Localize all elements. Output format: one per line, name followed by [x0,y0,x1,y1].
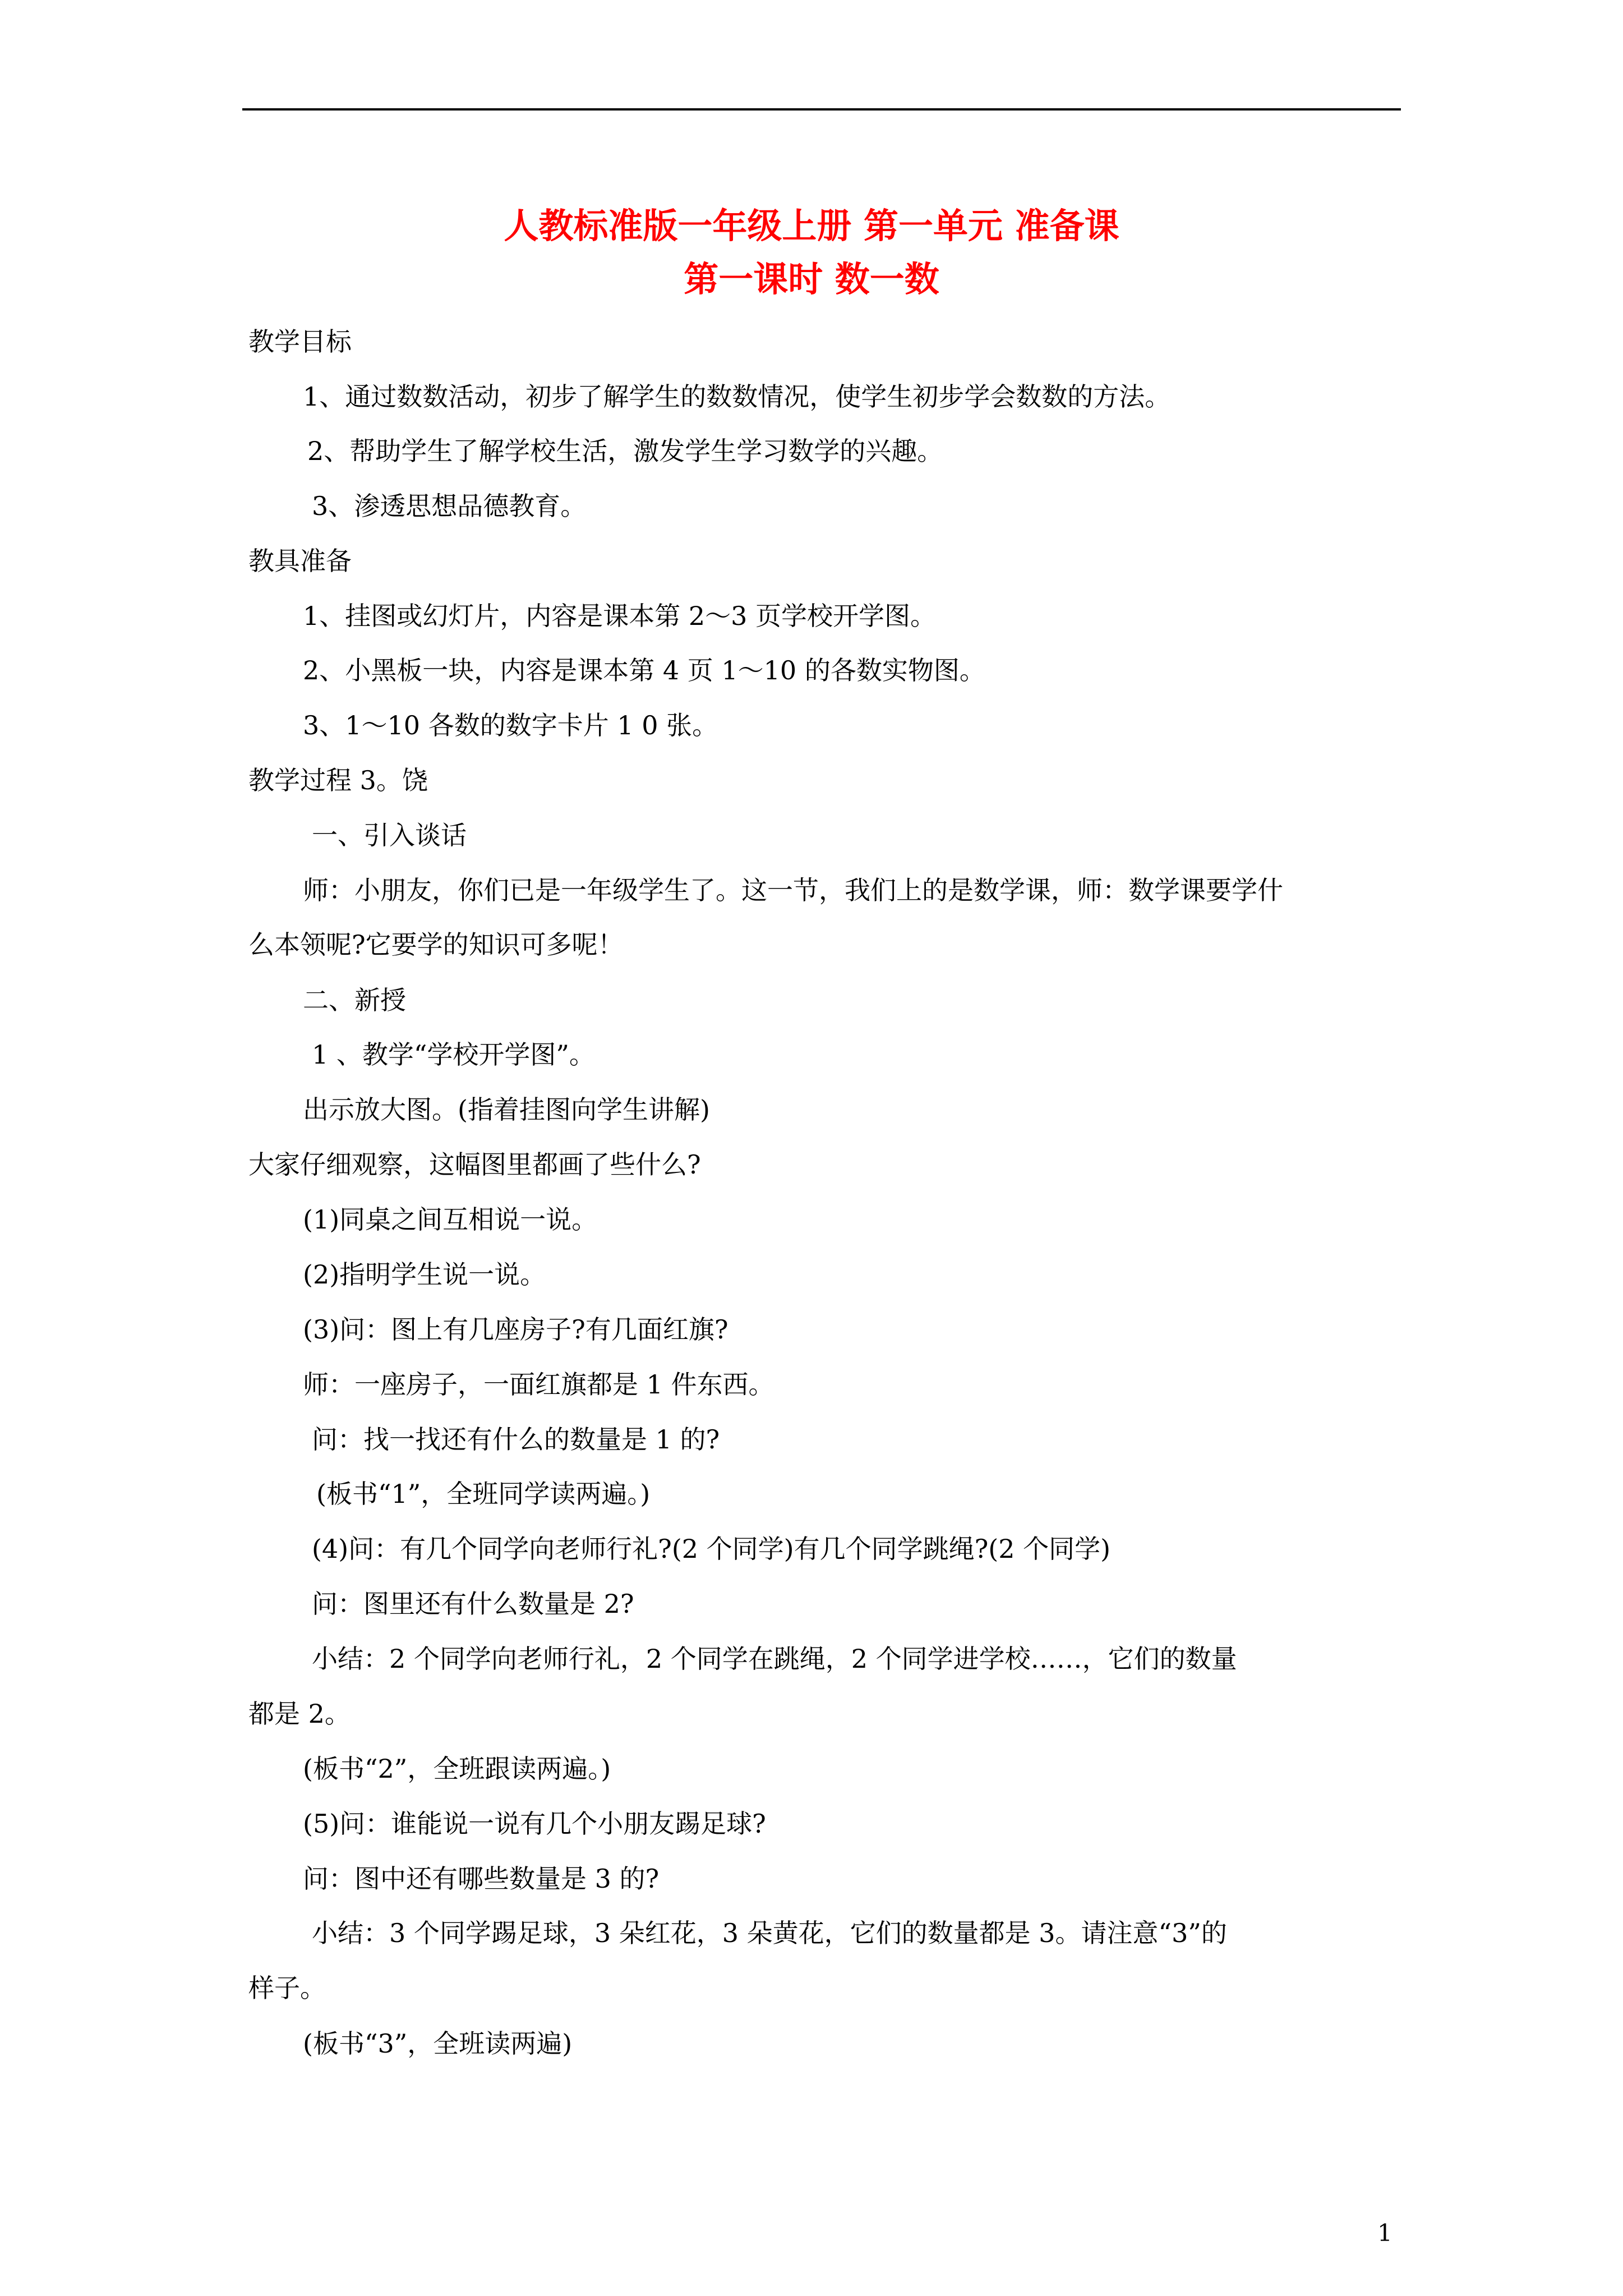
paragraph-line: (5)问：谁能说一说有几个小朋友踢足球? [303,1809,766,1839]
document-title: 人教标准版一年级上册 第一单元 准备课 [504,205,1119,246]
paragraph-line: (2)指明学生说一说。 [303,1259,546,1290]
paragraph-line: 1 、教学“学校开学图”。 [312,1039,595,1070]
paragraph-line: (板书“1”，全班同学读两遍。) [316,1479,651,1509]
header-rule [242,108,1401,111]
paragraph-line: 么本领呢?它要学的知识可多呢！ [248,930,624,960]
material-item-2: 2、小黑板一块，内容是课本第 4 页 1～10 的各数实物图。 [303,655,985,685]
goal-item-3: 3、渗透思想品德教育。 [312,491,587,521]
paragraph-line: (1)同桌之间互相说一说。 [303,1204,598,1235]
paragraph-line: 出示放大图。(指着挂图向学生讲解) [303,1094,710,1125]
paragraph-line: (板书“2”，全班跟读两遍。) [303,1754,611,1784]
page-number: 1 [1377,2219,1393,2247]
section-heading-goals: 教学目标 [248,326,352,357]
paragraph-line: 问：找一找还有什么的数量是 1 的? [312,1424,720,1455]
paragraph-line: 小结：3 个同学踢足球，3 朵红花，3 朵黄花，它们的数量都是 3。请注意“3”的 [312,1918,1227,1948]
material-item-3: 3、1～10 各数的数字卡片 1 0 张。 [303,710,718,740]
paragraph-line: 都是 2。 [248,1699,351,1729]
section-heading-materials: 教具准备 [248,546,352,576]
paragraph-line: 问：图里还有什么数量是 2? [312,1589,634,1619]
section-heading-process: 教学过程 3。饶 [248,765,428,795]
paragraph-line: (4)问：有几个同学向老师行礼?(2 个同学)有几个同学跳绳?(2 个同学) [312,1534,1111,1564]
material-item-1: 1、挂图或幻灯片，内容是课本第 2～3 页学校开学图。 [303,601,937,631]
step-heading-intro: 一、引入谈话 [312,820,467,850]
paragraph-line: 师：小朋友，你们已是一年级学生了。这一节，我们上的是数学课，师：数学课要学什 [303,875,1283,905]
paragraph-line: (3)问：图上有几座房子?有几面红旗? [303,1314,728,1345]
paragraph-line: 大家仔细观察，这幅图里都画了些什么? [248,1149,701,1180]
paragraph-line: 师：一座房子，一面红旗都是 1 件东西。 [303,1369,774,1400]
lesson-subtitle: 第一课时 数一数 [684,259,939,300]
paragraph-line: (板书“3”，全班读两遍) [303,2028,573,2059]
paragraph-line: 小结：2 个同学向老师行礼，2 个同学在跳绳，2 个同学进学校……，它们的数量 [312,1644,1237,1674]
paragraph-line: 问：图中还有哪些数量是 3 的? [303,1864,660,1894]
goal-item-2: 2、帮助学生了解学校生活，激发学生学习数学的兴趣。 [307,436,943,466]
step-heading-new: 二、新授 [303,985,406,1015]
goal-item-1: 1、通过数数活动，初步了解学生的数数情况，使学生初步学会数数的方法。 [303,381,1171,412]
paragraph-line: 样子。 [248,1973,326,2003]
